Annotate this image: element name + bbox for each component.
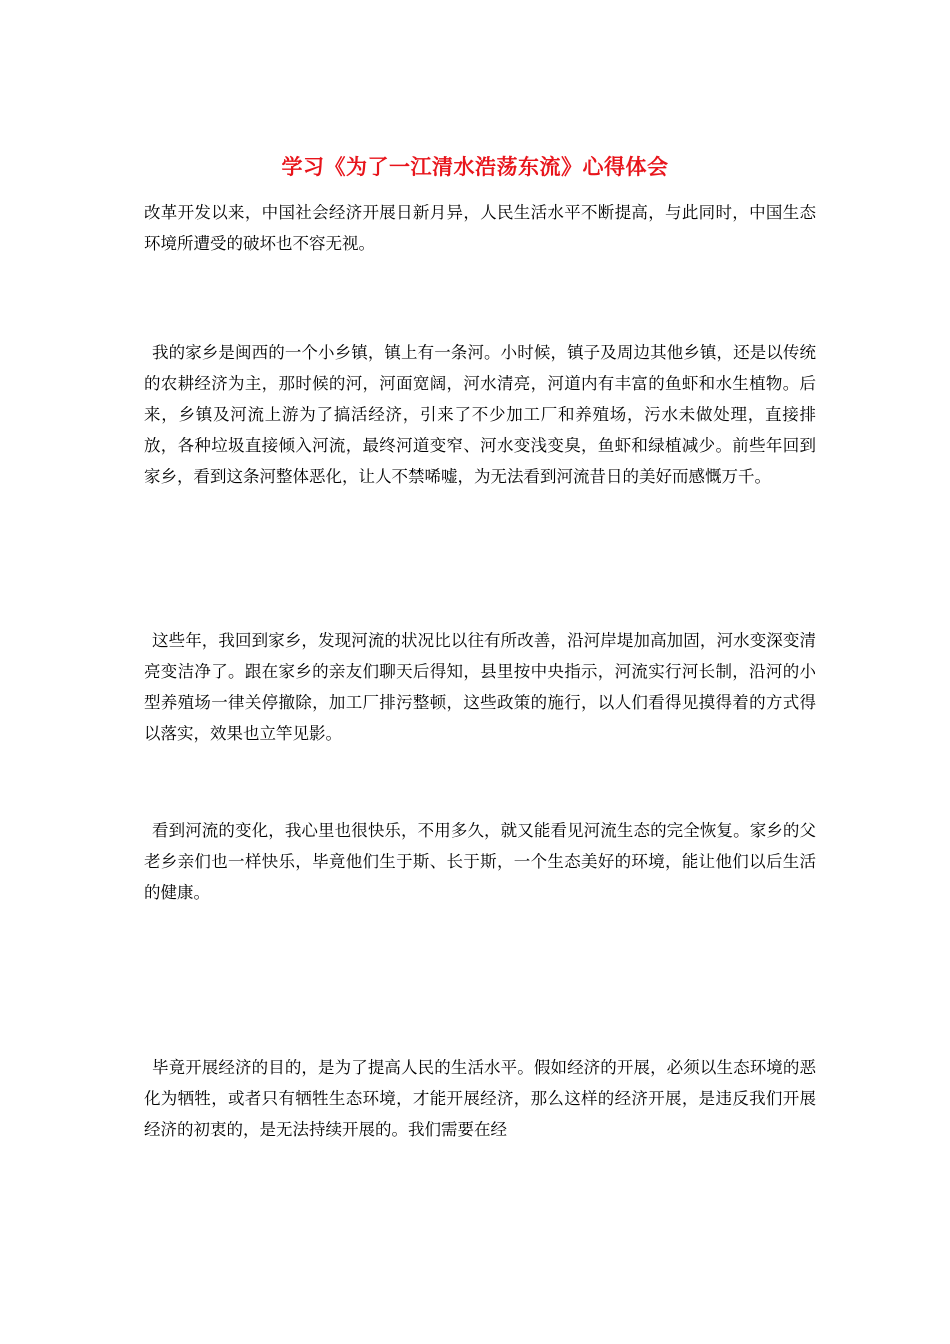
paragraph-intro: 改革开发以来，中国社会经济开展日新月异，人民生活水平不断提高，与此同时，中国生态环境所遭受的破坏也不容无视。 (144, 203, 816, 253)
paragraph-river-improvement: 这些年，我回到家乡，发现河流的状况比以往有所改善，沿河岸堤加高加固，河水变深变清亮变洁净了。跟在家乡的亲友们聊天后得知，县里按中央指示，河流实行河长制，沿河的小型养殖场一律关停撤除，加工厂排污整顿，这些政策的施行，以人们看得见摸得着的方式得以落实，效果也立竿见影。 (144, 631, 816, 743)
paragraph-hometown-river: 我的家乡是闽西的一个小乡镇，镇上有一条河。小时候，镇子及周边其他乡镇，还是以传统的农耕经济为主，那时候的河，河面宽阔，河水清亮，河道内有丰富的鱼虾和水生植物。后来，乡镇及河流上游为了搞活经济，引来了不少加工厂和养殖场，污水未做处理，直接排放，各种垃圾直接倾入河流，最终河道变窄、河水变浅变臭，鱼虾和绿植减少。前些年回到家乡，看到这条河整体恶化，让人不禁唏嘘，为无法看到河流昔日的美好而感慨万千。 (144, 343, 816, 486)
paragraph-economic-purpose: 毕竟开展经济的目的，是为了提高人民的生活水平。假如经济的开展，必须以生态环境的恶化为牺牲，或者只有牺牲生态环境，才能开展经济，那么这样的经济开展，是违反我们开展经济的初衷的，是无法持续开展的。我们需要在经 (144, 1058, 816, 1139)
document-title: 学习《为了一江清水浩荡东流》心得体会 (281, 154, 669, 179)
paragraph-happiness: 看到河流的变化，我心里也很快乐，不用多久，就又能看见河流生态的完全恢复。家乡的父老乡亲们也一样快乐，毕竟他们生于斯、长于斯，一个生态美好的环境，能让他们以后生活的健康。 (144, 821, 816, 902)
